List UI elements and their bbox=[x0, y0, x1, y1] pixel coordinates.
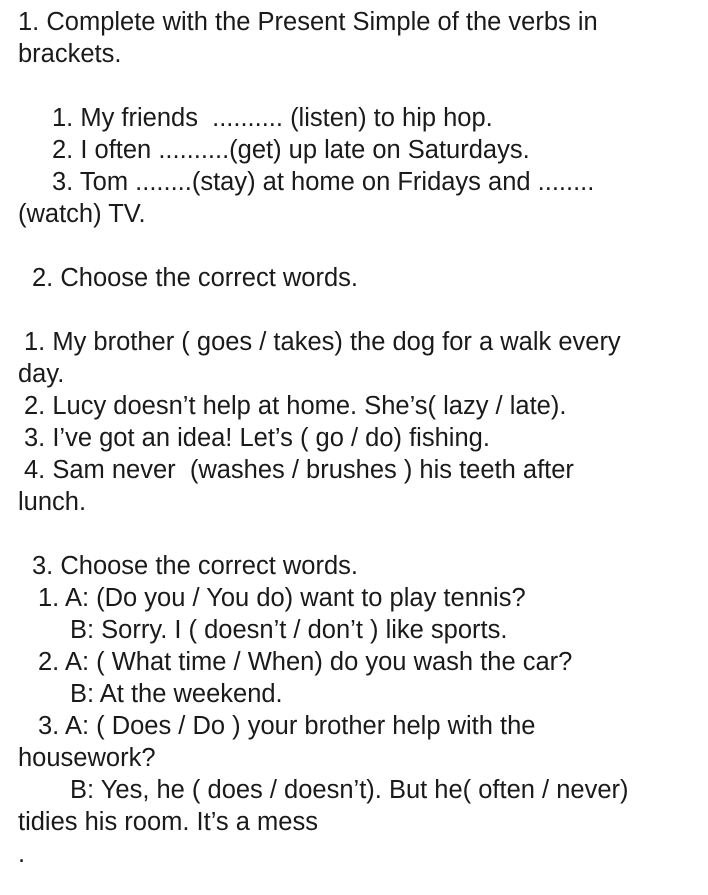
exercise3-heading: 3. Choose the correct words. bbox=[32, 552, 358, 580]
trailing-period: . bbox=[18, 840, 26, 868]
exercise3-q3-a-line2: housework? bbox=[18, 744, 156, 772]
exercise2-heading: 2. Choose the correct words. bbox=[32, 264, 358, 292]
exercise2-item4-line1: 4. Sam never (washes / brushes ) his teeth after bbox=[24, 456, 574, 484]
exercise3-q1-b: B: Sorry. I ( doesn’t / don’t ) like sports. bbox=[70, 616, 508, 644]
exercise1-item3-line1: 3. Tom ........(stay) at home on Fridays and ........ bbox=[52, 168, 595, 196]
exercise2-item1-line2: day. bbox=[18, 360, 65, 388]
exercise2-item3: 3. I’ve got an idea! Let’s ( go / do) fishing. bbox=[24, 424, 490, 452]
exercise1-item2: 2. I often ..........(get) up late on Saturdays. bbox=[52, 136, 530, 164]
exercise3-q2-a: 2. A: ( What time / When) do you wash the car? bbox=[38, 648, 573, 676]
exercise1-heading-line1: 1. Complete with the Present Simple of the verbs in bbox=[18, 8, 598, 36]
exercise3-q3-b-line2: tidies his room. It’s a mess bbox=[18, 808, 318, 836]
exercise3-q3-b-line1: B: Yes, he ( does / doesn’t). But he( often / never) bbox=[70, 776, 629, 804]
exercise3-q3-a-line1: 3. A: ( Does / Do ) your brother help with the bbox=[38, 712, 536, 740]
exercise1-heading-line2: brackets. bbox=[18, 40, 122, 68]
exercise2-item1-line1: 1. My brother ( goes / takes) the dog for a walk every bbox=[24, 328, 621, 356]
exercise2-item4-line2: lunch. bbox=[18, 488, 87, 516]
exercise3-q2-b: B: At the weekend. bbox=[70, 680, 283, 708]
exercise2-item2: 2. Lucy doesn’t help at home. She’s( lazy / late). bbox=[24, 392, 567, 420]
exercise1-item3-line2: (watch) TV. bbox=[18, 200, 146, 228]
exercise3-q1-a: 1. A: (Do you / You do) want to play tennis? bbox=[38, 584, 526, 612]
exercise1-item1: 1. My friends .......... (listen) to hip hop. bbox=[52, 104, 493, 132]
